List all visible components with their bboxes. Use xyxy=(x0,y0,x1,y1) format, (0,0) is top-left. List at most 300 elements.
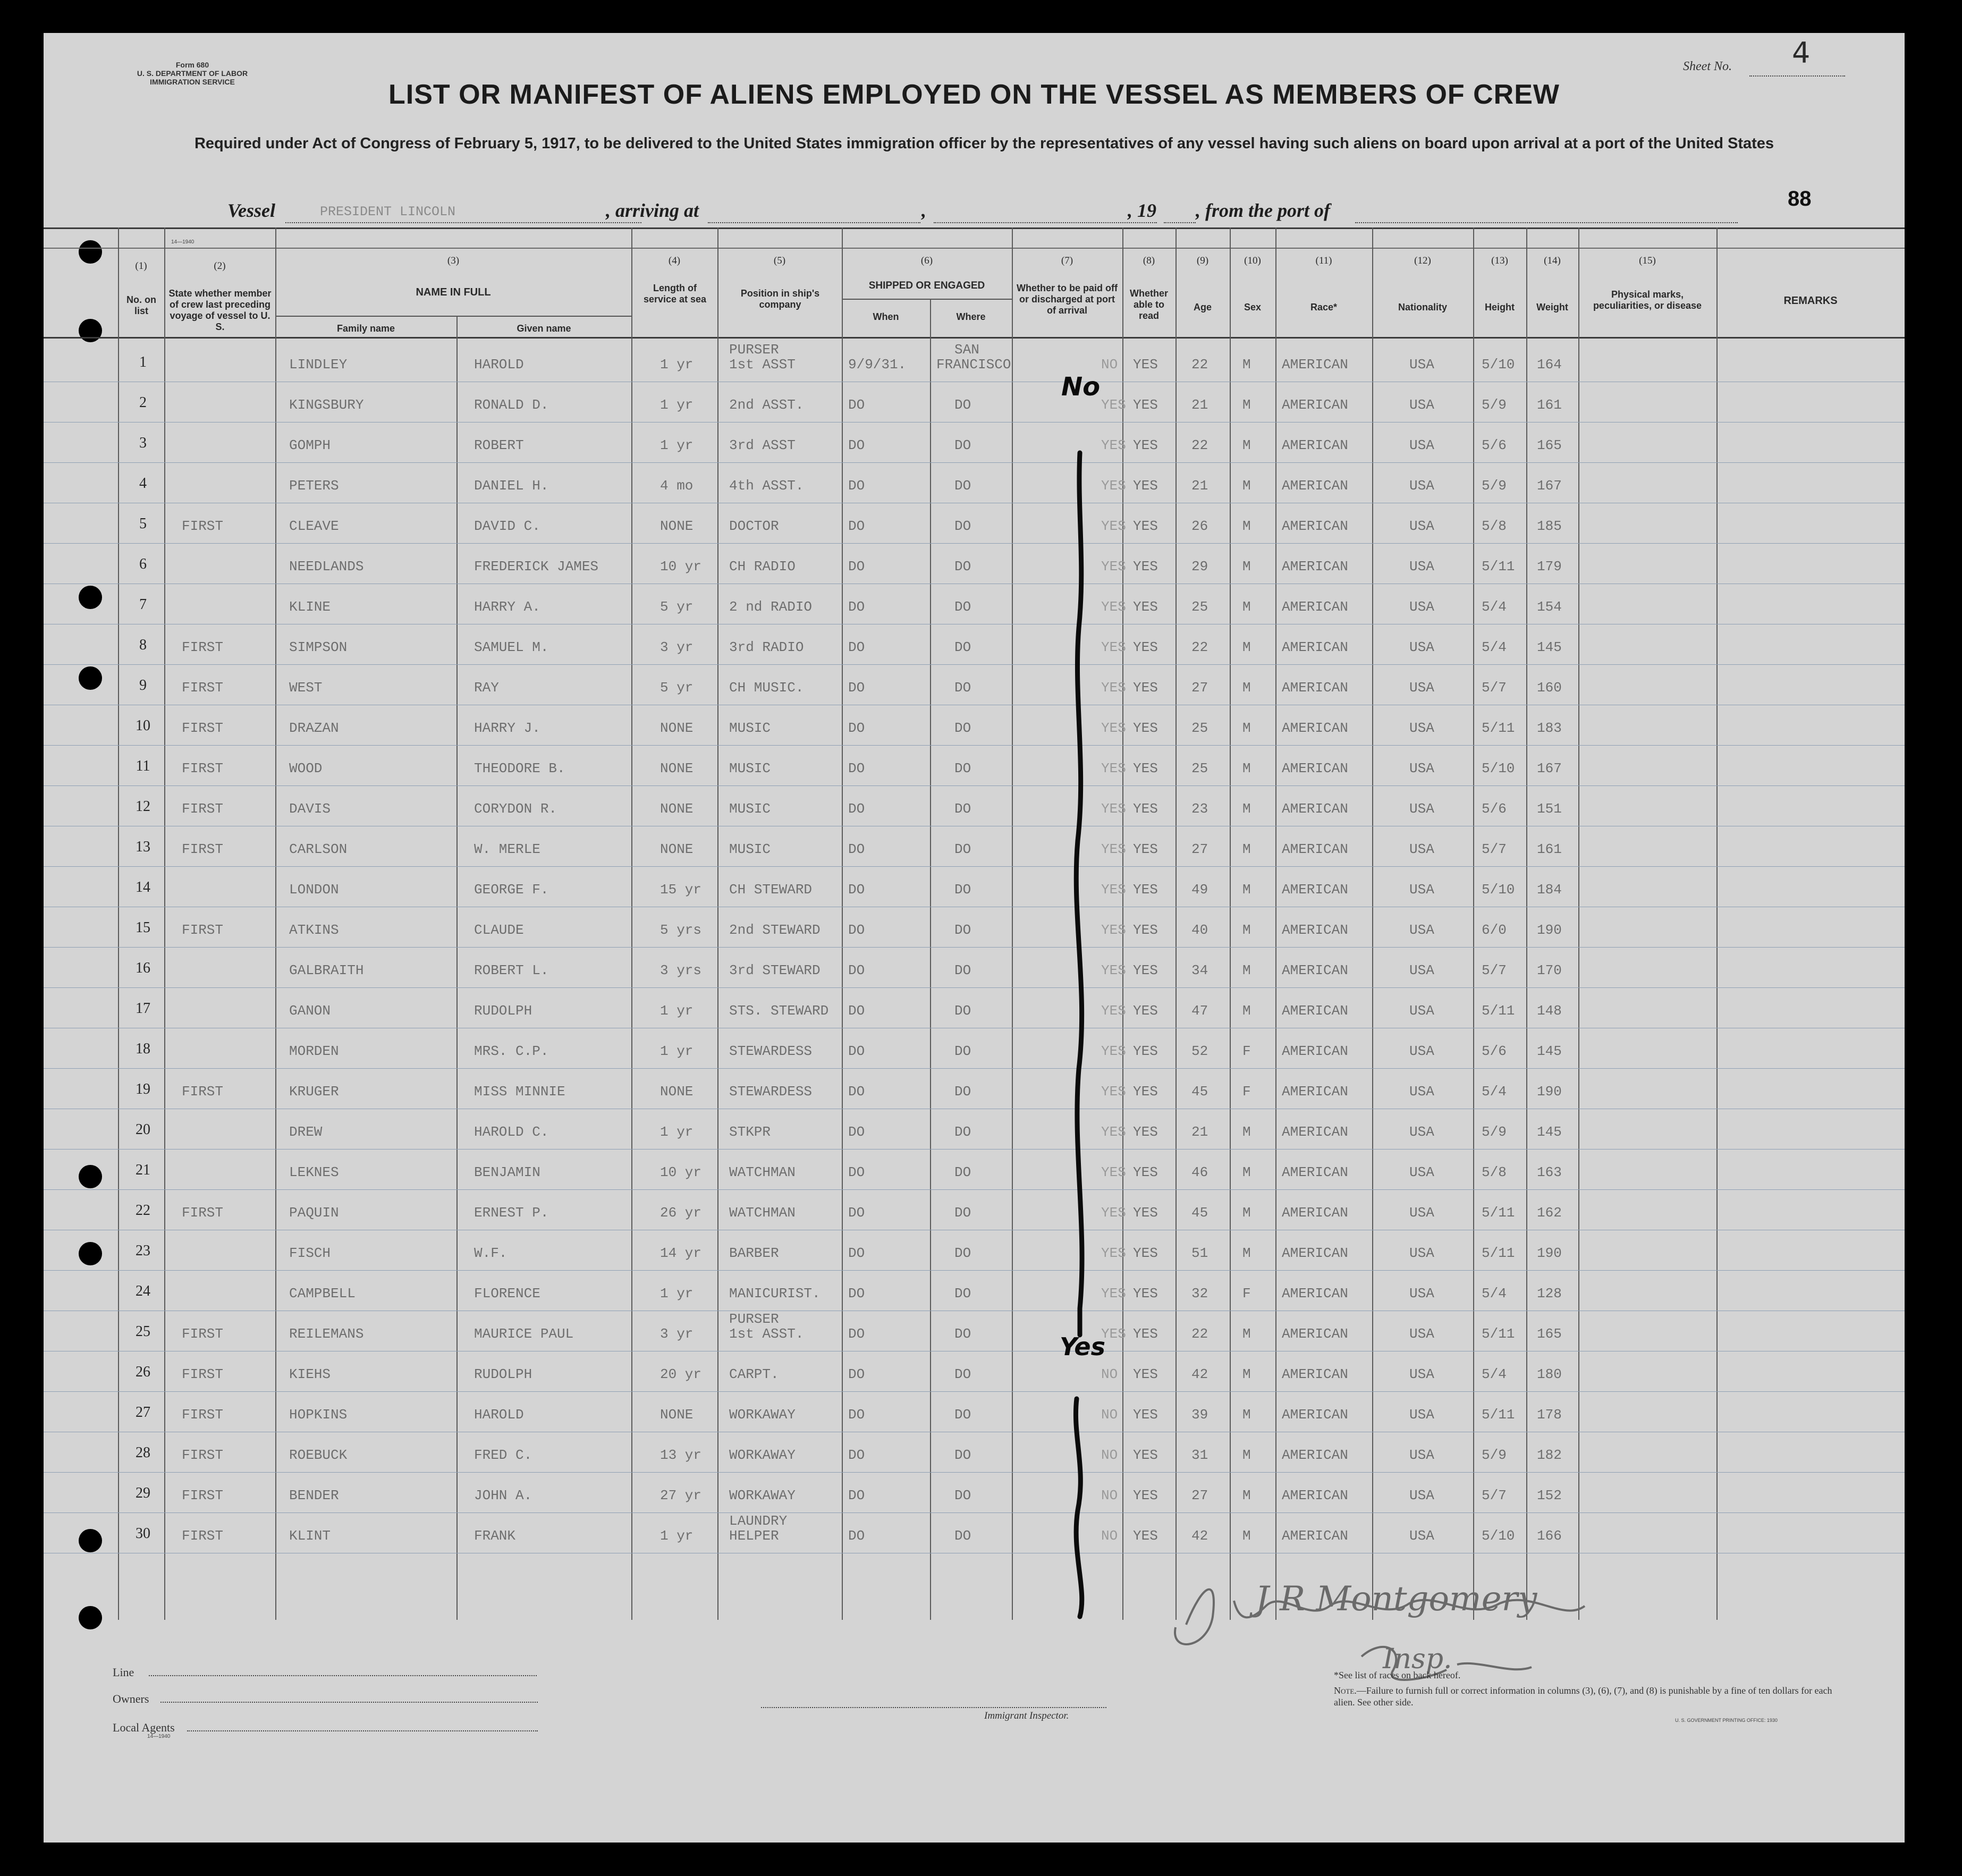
cell-service: 10 yr xyxy=(660,559,702,574)
column-number: (3) xyxy=(447,255,460,266)
handwritten-yes: Yes xyxy=(1060,1332,1105,1361)
cell-position: PURSER xyxy=(729,342,779,358)
cell-where: DO xyxy=(954,801,971,817)
cell-position: 2nd ASST. xyxy=(729,397,804,413)
row-number: 17 xyxy=(136,1000,150,1017)
cell-where: DO xyxy=(954,639,971,655)
cell-read: YES xyxy=(1133,1205,1158,1221)
cell-family: NEEDLANDS xyxy=(289,559,364,574)
cell-height: 5/7 xyxy=(1482,680,1507,696)
cell-paid-off: NO xyxy=(1101,357,1118,373)
cell-race: AMERICAN xyxy=(1282,1528,1348,1544)
cell-family: KINGSBURY xyxy=(289,397,364,413)
cell-when: DO xyxy=(848,882,865,898)
cell-nationality: USA xyxy=(1409,922,1434,938)
row-number: 5 xyxy=(139,516,147,532)
cell-weight: 190 xyxy=(1537,1245,1562,1261)
cell-when: 9/9/31. xyxy=(848,357,907,373)
row-number: 6 xyxy=(139,556,147,572)
cell-given: JOHN A. xyxy=(474,1488,532,1503)
column-number: (14) xyxy=(1544,255,1561,266)
cell-age: 49 xyxy=(1191,882,1208,898)
cell-position: MUSIC xyxy=(729,841,771,857)
cell-family: WOOD xyxy=(289,760,323,776)
cell-weight: 145 xyxy=(1537,1043,1562,1059)
cell-given: MISS MINNIE xyxy=(474,1084,565,1100)
cell-race: AMERICAN xyxy=(1282,962,1348,978)
cell-where: DO xyxy=(954,1488,971,1503)
cell-read: YES xyxy=(1133,559,1158,574)
cell-when: DO xyxy=(848,1245,865,1261)
cell-height: 5/4 xyxy=(1482,1084,1507,1100)
cell-sex: M xyxy=(1242,680,1251,696)
cell-service: 1 yr xyxy=(660,1003,694,1019)
header-weight: Weight xyxy=(1536,302,1568,312)
cell-family: REILEMANS xyxy=(289,1326,364,1342)
row-number: 27 xyxy=(136,1404,150,1421)
cell-position: WORKAWAY xyxy=(729,1447,796,1463)
printing-office: U. S. GOVERNMENT PRINTING OFFICE: 1930 xyxy=(1675,1718,1778,1723)
cell-family: GALBRAITH xyxy=(289,962,364,978)
cell-nationality: USA xyxy=(1409,801,1434,817)
row-number: 30 xyxy=(136,1525,150,1542)
cell-height: 5/4 xyxy=(1482,599,1507,615)
cell-given: GEORGE F. xyxy=(474,882,549,898)
cell-nationality: USA xyxy=(1409,437,1434,453)
column-number: (13) xyxy=(1491,255,1508,266)
cell-race: AMERICAN xyxy=(1282,1407,1348,1423)
cell-position: 2nd STEWARD xyxy=(729,922,821,938)
cell-race: AMERICAN xyxy=(1282,1245,1348,1261)
cell-when: DO xyxy=(848,518,865,534)
cell-when: DO xyxy=(848,1326,865,1342)
cell-read: YES xyxy=(1133,1043,1158,1059)
cell-given: RONALD D. xyxy=(474,397,549,413)
cell-weight: 165 xyxy=(1537,437,1562,453)
header-sex: Sex xyxy=(1244,302,1262,312)
cell-sex: M xyxy=(1242,720,1251,736)
header-height: Height xyxy=(1485,302,1515,312)
cell-position: MUSIC xyxy=(729,801,771,817)
cell-race: AMERICAN xyxy=(1282,922,1348,938)
cell-age: 32 xyxy=(1191,1286,1208,1302)
cell-service: 14 yr xyxy=(660,1245,702,1261)
column-number: (2) xyxy=(214,260,226,272)
cell-sex: M xyxy=(1242,962,1251,978)
cell-position: 3rd STEWARD xyxy=(729,962,821,978)
cell-given: W.F. xyxy=(474,1245,508,1261)
cell-sex: M xyxy=(1242,1326,1251,1342)
cell-family: CARLSON xyxy=(289,841,348,857)
cell-weight: 163 xyxy=(1537,1164,1562,1180)
cell-race: AMERICAN xyxy=(1282,1084,1348,1100)
cell-height: 5/4 xyxy=(1482,639,1507,655)
cell-where: DO xyxy=(954,1528,971,1544)
cell-nationality: USA xyxy=(1409,680,1434,696)
cell-position-line2: 1st ASST. xyxy=(729,1326,804,1342)
cell-age: 22 xyxy=(1191,639,1208,655)
row-number: 19 xyxy=(136,1081,150,1097)
cell-service: 3 yr xyxy=(660,1326,694,1342)
row-number: 24 xyxy=(136,1283,150,1299)
cell-service: 13 yr xyxy=(660,1447,702,1463)
form-number: Form 680 xyxy=(175,61,209,69)
cell-nationality: USA xyxy=(1409,882,1434,898)
cell-nationality: USA xyxy=(1409,1366,1434,1382)
cell-position-line2: 1st ASST xyxy=(729,357,796,373)
cell-read: YES xyxy=(1133,760,1158,776)
cell-age: 46 xyxy=(1191,1164,1208,1180)
header-family-name: Family name xyxy=(336,323,395,334)
cell-age: 21 xyxy=(1191,1124,1208,1140)
cell-given: RUDOLPH xyxy=(474,1366,532,1382)
cell-weight: 145 xyxy=(1537,1124,1562,1140)
cell-sex: M xyxy=(1242,1124,1251,1140)
cell-race: AMERICAN xyxy=(1282,1124,1348,1140)
cell-paid-off: NO xyxy=(1101,1528,1118,1544)
cell-service: 5 yr xyxy=(660,599,694,615)
page-number: 88 xyxy=(1788,187,1812,210)
cell-given: RAY xyxy=(474,680,499,696)
cell-service: 15 yr xyxy=(660,882,702,898)
row-number: 7 xyxy=(139,596,147,613)
cell-sex: M xyxy=(1242,518,1251,534)
cell-height: 5/6 xyxy=(1482,1043,1507,1059)
cell-where: DO xyxy=(954,1003,971,1019)
cell-service: NONE xyxy=(660,841,694,857)
cell-read: YES xyxy=(1133,1407,1158,1423)
year-label: , 19 xyxy=(1128,200,1156,221)
cell-nationality: USA xyxy=(1409,559,1434,574)
cell-family: FISCH xyxy=(289,1245,331,1261)
cell-weight: 179 xyxy=(1537,559,1562,574)
cell-age: 40 xyxy=(1191,922,1208,938)
cell-family: WEST xyxy=(289,680,323,696)
cell-read: YES xyxy=(1133,1326,1158,1342)
cell-paid-off: YES xyxy=(1101,1286,1126,1302)
cell-service: 1 yr xyxy=(660,1124,694,1140)
cell-nationality: USA xyxy=(1409,1124,1434,1140)
cell-where: DO xyxy=(954,397,971,413)
cell-sex: M xyxy=(1242,397,1251,413)
column-number: (11) xyxy=(1315,255,1332,266)
cell-nationality: USA xyxy=(1409,478,1434,494)
cell-age: 27 xyxy=(1191,680,1208,696)
ditto-line-no xyxy=(1076,1399,1081,1617)
cell-service: 1 yr xyxy=(660,397,694,413)
cell-read: YES xyxy=(1133,397,1158,413)
cell-age: 51 xyxy=(1191,1245,1208,1261)
cell-nationality: USA xyxy=(1409,1003,1434,1019)
cell-height: 6/0 xyxy=(1482,922,1507,938)
cell-where: DO xyxy=(954,962,971,978)
cell-where: DO xyxy=(954,680,971,696)
cell-sex: M xyxy=(1242,437,1251,453)
cell-sex: M xyxy=(1242,922,1251,938)
cell-age: 27 xyxy=(1191,841,1208,857)
cell-where: DO xyxy=(954,1043,971,1059)
cell-read: YES xyxy=(1133,357,1158,373)
cell-prev: FIRST xyxy=(182,639,224,655)
row-number: 16 xyxy=(136,960,150,976)
cell-read: YES xyxy=(1133,882,1158,898)
row-number: 2 xyxy=(139,394,147,411)
cell-paid-off: YES xyxy=(1101,1043,1126,1059)
cell-service: NONE xyxy=(660,760,694,776)
cell-position: 3rd ASST xyxy=(729,437,796,453)
cell-age: 39 xyxy=(1191,1407,1208,1423)
cell-prev: FIRST xyxy=(182,760,224,776)
cell-sex: F xyxy=(1242,1043,1251,1059)
cell-age: 45 xyxy=(1191,1084,1208,1100)
footer-line-label: Line xyxy=(113,1666,134,1679)
cell-family: LINDLEY xyxy=(289,357,348,373)
cell-read: YES xyxy=(1133,437,1158,453)
cell-race: AMERICAN xyxy=(1282,1003,1348,1019)
cell-when: DO xyxy=(848,1528,865,1544)
cell-paid-off: YES xyxy=(1101,841,1126,857)
cell-position: PURSER xyxy=(729,1311,779,1327)
cell-when: DO xyxy=(848,760,865,776)
cell-age: 31 xyxy=(1191,1447,1208,1463)
cell-nationality: USA xyxy=(1409,1286,1434,1302)
cell-nationality: USA xyxy=(1409,1084,1434,1100)
cell-age: 25 xyxy=(1191,760,1208,776)
service-name: IMMIGRATION SERVICE xyxy=(150,78,235,86)
cell-height: 5/11 xyxy=(1482,1003,1515,1019)
cell-when: DO xyxy=(848,801,865,817)
cell-family: KRUGER xyxy=(289,1084,339,1100)
header-where: Where xyxy=(956,311,986,322)
cell-weight: 180 xyxy=(1537,1366,1562,1382)
cell-height: 5/10 xyxy=(1482,1528,1515,1544)
cell-when: DO xyxy=(848,1286,865,1302)
cell-age: 22 xyxy=(1191,1326,1208,1342)
cell-nationality: USA xyxy=(1409,1245,1434,1261)
cell-service: 1 yr xyxy=(660,1043,694,1059)
cell-age: 45 xyxy=(1191,1205,1208,1221)
cell-family: CLEAVE xyxy=(289,518,339,534)
cell-race: AMERICAN xyxy=(1282,437,1348,453)
cell-race: AMERICAN xyxy=(1282,720,1348,736)
cell-service: 3 yr xyxy=(660,639,694,655)
cell-prev: FIRST xyxy=(182,1528,224,1544)
cell-race: AMERICAN xyxy=(1282,680,1348,696)
cell-race: AMERICAN xyxy=(1282,760,1348,776)
header-age: Age xyxy=(1193,302,1212,312)
cell-age: 22 xyxy=(1191,357,1208,373)
cell-family: KLINT xyxy=(289,1528,331,1544)
cell-race: AMERICAN xyxy=(1282,841,1348,857)
cell-position: CH RADIO xyxy=(729,559,796,574)
cell-read: YES xyxy=(1133,1084,1158,1100)
row-number: 12 xyxy=(136,798,150,815)
cell-race: AMERICAN xyxy=(1282,1366,1348,1382)
cell-height: 5/11 xyxy=(1482,1245,1515,1261)
cell-sex: M xyxy=(1242,639,1251,655)
cell-family: GOMPH xyxy=(289,437,331,453)
cell-height: 5/11 xyxy=(1482,1205,1515,1221)
cell-nationality: USA xyxy=(1409,1164,1434,1180)
cell-height: 5/4 xyxy=(1482,1286,1507,1302)
cell-race: AMERICAN xyxy=(1282,1043,1348,1059)
cell-weight: 161 xyxy=(1537,841,1562,857)
cell-age: 34 xyxy=(1191,962,1208,978)
cell-read: YES xyxy=(1133,962,1158,978)
cell-height: 5/11 xyxy=(1482,720,1515,736)
cell-nationality: USA xyxy=(1409,397,1434,413)
header-no-on-list: No. on list xyxy=(126,294,156,316)
cell-where: DO xyxy=(954,922,971,938)
cell-paid-off: YES xyxy=(1101,760,1126,776)
cell-sex: M xyxy=(1242,1003,1251,1019)
cell-prev: FIRST xyxy=(182,1084,224,1100)
cell-race: AMERICAN xyxy=(1282,599,1348,615)
cell-paid-off: YES xyxy=(1101,1003,1126,1019)
footer-agents-label: Local Agents xyxy=(113,1721,175,1734)
cell-race: AMERICAN xyxy=(1282,801,1348,817)
row-number: 20 xyxy=(136,1121,150,1138)
cell-position: MUSIC xyxy=(729,760,771,776)
cell-given: W. MERLE xyxy=(474,841,540,857)
cell-given: FLORENCE xyxy=(474,1286,540,1302)
cell-paid-off: YES xyxy=(1101,1245,1126,1261)
cell-service: 1 yr xyxy=(660,1528,694,1544)
cell-paid-off: YES xyxy=(1101,922,1126,938)
row-number: 9 xyxy=(139,677,147,694)
cell-nationality: USA xyxy=(1409,962,1434,978)
column-number: (8) xyxy=(1143,255,1155,266)
cell-weight: 170 xyxy=(1537,962,1562,978)
cell-nationality: USA xyxy=(1409,599,1434,615)
column-number: (15) xyxy=(1639,255,1656,266)
cell-family: PAQUIN xyxy=(289,1205,339,1221)
cell-when: DO xyxy=(848,680,865,696)
cell-age: 25 xyxy=(1191,720,1208,736)
cell-read: YES xyxy=(1133,922,1158,938)
cell-read: YES xyxy=(1133,1286,1158,1302)
row-number: 21 xyxy=(136,1162,150,1178)
cell-sex: M xyxy=(1242,1528,1251,1544)
row-number: 1 xyxy=(139,354,147,370)
cell-read: YES xyxy=(1133,680,1158,696)
cell-height: 5/6 xyxy=(1482,801,1507,817)
cell-paid-off: YES xyxy=(1101,1124,1126,1140)
cell-service: NONE xyxy=(660,518,694,534)
cell-when: DO xyxy=(848,1124,865,1140)
cell-weight: 185 xyxy=(1537,518,1562,534)
cell-family: LEKNES xyxy=(289,1164,339,1180)
manifest-sheet: Form 680 U. S. DEPARTMENT OF LABOR IMMIGRATION SERVICE Sheet No. 4 LIST OR MANIFEST OF ALIENS EMPLOYED ON THE VESSEL AS MEMBERS OF CREW Required under Act of Congress of February 5, 1917, to be delivered to the United States immigration officer by the representatives of any vessel having such aliens on board upon arrival at a port of the United States Vessel PRESIDENT LINCOLN , arriving at , , 19 , from the port of 88 14—1940 (1) (2) (3) (4) (5) (6) (7) (8) (9) (10) (11) (12) (13) (14) (15) No. on list State whether member of crew last preceding voyage of vessel to U. S. NAME IN FULL Family name Given name Length of service at sea Position in ship's company SHIPPED OR ENGAGED When Where Whether to be paid off or discharged at port of arrival Whether able to read Age Sex Race* Nationality Height Weight Physical marks, peculiarities, or disease REMARKS 1 LINDLEY HAROLD 1 yr 9/9/31. SAN YES 22 M AMERICAN USA 5/10 164 1st ASST PURSER FRANCISCO NO 2 KINGSBURY RONALD D. 1 yr DO DO YES 21 M AMERICAN USA 5/9 161 2nd ASST. YES 3 GOMPH ROBERT 1 yr DO DO YES 22 M AMERICAN USA 5/6 165 3rd ASST YES 4 PETERS DANIEL H. 4 mo DO DO YES 21 M AMERICAN USA 5/9 167 4th ASST. YES 5 FIRST CLEAVE DAVID C. NONE DO DO YES 26 M AMERICAN USA 5/8 185 DOCTOR YES 6 NEEDLANDS FREDERICK JAMES 10 yr DO DO YES 29 M AMERICAN USA 5/11 179 CH RADIO YES 7 KLINE HARRY A. 5 yr DO DO YES 25 M AMERICAN USA 5/4 154 2 nd RADIO YES 8 FIRST SIMPSON SAMUEL M. 3 yr DO DO YES 22 M AMERICAN USA 5/4 145 3rd RADIO YES 9 FIRST WEST RAY 5 yr DO DO YES 27 M AMERICAN USA 5/7 160 CH MUSIC. YES 10 FIRST DRAZAN HARRY J. NONE DO DO YES 25 M AMERICAN USA 5/11 183 MUSIC YES 11 FIRST WOOD THEODORE B. NONE DO DO YES 25 M AMERICAN USA 5/10 167 MUSIC YES 12 FIRST DAVIS CORYDON R. NONE DO DO YES 23 M AMERICAN USA 5/6 151 MUSIC YES 13 FIRST CARLSON W. MERLE NONE DO DO YES 27 M AMERICAN USA 5/7 161 MUSIC YES 14 LONDON GEORGE F. 15 yr DO DO YES 49 M AMERICAN USA 5/10 184 CH STEWARD YES 15 FIRST ATKINS CLAUDE 5 yrs DO DO YES 40 M AMERICAN USA 6/0 190 2nd STEWARD YES 16 GALBRAITH ROBERT L. 3 yrs DO DO YES 34 M AMERICAN USA 5/7 170 3rd STEWARD YES 17 GANON RUDOLPH 1 yr DO DO YES 47 M AMERICAN USA 5/11 148 STS. STEWARD YES 18 MORDEN MRS. C.P. 1 yr DO DO YES 52 F AMERICAN USA 5/6 145 STEWARDESS YES 19 FIRST KRUGER MISS MINNIE NONE DO DO YES 45 F AMERICAN USA 5/4 190 STEWARDESS YES 20 DREW HAROLD C. 1 yr DO DO YES 21 M AMERICAN USA 5/9 145 STKPR YES 21 LEKNES BENJAMIN 10 yr DO DO YES 46 M AMERICAN USA 5/8 163 WATCHMAN YES 22 FIRST PAQUIN ERNEST P. 26 yr DO DO YES 45 M AMERICAN USA 5/11 162 WATCHMAN YES 23 FISCH W.F. 14 yr DO DO YES 51 M AMERICAN USA 5/11 190 BARBER YES 24 CAMPBELL FLORENCE 1 yr DO DO YES 32 F AMERICAN USA 5/4 128 MANICURIST. YES 25 FIRST REILEMANS MAURICE PAUL 3 yr DO DO YES 22 M AMERICAN USA 5/11 165 1st ASST. PURSER YES 26 FIRST KIEHS RUDOLPH 20 yr DO DO YES 42 M AMERICAN USA 5/4 180 CARPT. NO 27 FIRST HOPKINS HAROLD NONE DO DO YES 39 M AMERICAN USA 5/11 178 WORKAWAY NO 28 FIRST ROEBUCK FRED C. 13 yr DO DO YES 31 M AMERICAN USA 5/9 182 WORKAWAY NO 29 FIRST BENDER JOHN A. 27 yr DO DO YES 27 M AMERICAN USA 5/7 152 WORKAWAY NO 30 FIRST KLINT FRANK 1 yr DO DO YES 42 M AMERICAN USA 5/10 166 HELPER LAUNDRY NO No Yes J R Montgomery Insp. Line Owners Local Agents 14—1940 Immigrant Inspector. *See list of races on back hereof. Note.—Failure to furnish full or correct information in columns (3), (6), (7), and (8) is punishable by a fine of ten dollars for each alien. See other side. U. S. GOVERNMENT PRINTING OFFICE: 1930 xyxy=(44,33,1905,1843)
cell-read: YES xyxy=(1133,518,1158,534)
cell-sex: M xyxy=(1242,760,1251,776)
cell-where-line2: FRANCISCO xyxy=(936,357,1011,373)
row-number: 26 xyxy=(136,1364,150,1380)
cell-race: AMERICAN xyxy=(1282,478,1348,494)
ditto-line-yes xyxy=(1076,453,1082,1335)
cell-paid-off: YES xyxy=(1101,599,1126,615)
cell-prev: FIRST xyxy=(182,1366,224,1382)
cell-read: YES xyxy=(1133,801,1158,817)
cell-paid-off: YES xyxy=(1101,680,1126,696)
cell-family: MORDEN xyxy=(289,1043,339,1059)
cell-age: 27 xyxy=(1191,1488,1208,1503)
cell-height: 5/7 xyxy=(1482,841,1507,857)
cell-read: YES xyxy=(1133,599,1158,615)
cell-height: 5/9 xyxy=(1482,478,1507,494)
cell-service: 5 yrs xyxy=(660,922,702,938)
cell-when: DO xyxy=(848,1488,865,1503)
header-length-of-service: Length of service at sea xyxy=(643,283,707,305)
cell-given: SAMUEL M. xyxy=(474,639,549,655)
page-subtitle: Required under Act of Congress of February 5, 1917, to be delivered to the United States immigration officer by the representatives of any vessel having such aliens on board upon arrival at a port of the United States xyxy=(194,135,1774,152)
cell-given: FRANK xyxy=(474,1528,516,1544)
cell-where: DO xyxy=(954,1245,971,1261)
cell-position: WATCHMAN xyxy=(729,1205,796,1221)
cell-age: 29 xyxy=(1191,559,1208,574)
cell-position: CH STEWARD xyxy=(729,882,813,898)
cell-paid-off: NO xyxy=(1101,1447,1118,1463)
handwritten-no: No xyxy=(1061,372,1101,402)
cell-height: 5/9 xyxy=(1482,397,1507,413)
cell-paid-off: YES xyxy=(1101,478,1126,494)
cell-nationality: USA xyxy=(1409,518,1434,534)
cell-weight: 164 xyxy=(1537,357,1562,373)
cell-sex: M xyxy=(1242,1366,1251,1382)
cell-position-line2: HELPER xyxy=(729,1528,779,1544)
cell-when: DO xyxy=(848,1407,865,1423)
column-number: (5) xyxy=(773,255,786,266)
cell-sex: M xyxy=(1242,841,1251,857)
cell-read: YES xyxy=(1133,1245,1158,1261)
row-number: 25 xyxy=(136,1323,150,1340)
cell-prev: FIRST xyxy=(182,922,224,938)
cell-position: WORKAWAY xyxy=(729,1407,796,1423)
cell-weight: 161 xyxy=(1537,397,1562,413)
cell-sex: M xyxy=(1242,801,1251,817)
cell-paid-off: NO xyxy=(1101,1366,1118,1382)
cell-nationality: USA xyxy=(1409,1205,1434,1221)
cell-where: DO xyxy=(954,1164,971,1180)
column-number: (4) xyxy=(668,255,681,266)
row-number: 13 xyxy=(136,839,150,855)
cell-paid-off: YES xyxy=(1101,639,1126,655)
column-number: (7) xyxy=(1061,255,1073,266)
sheet-number: 4 xyxy=(1792,36,1811,70)
cell-age: 21 xyxy=(1191,397,1208,413)
cell-family: DAVIS xyxy=(289,801,331,817)
cell-race: AMERICAN xyxy=(1282,357,1348,373)
cell-position: 4th ASST. xyxy=(729,478,804,494)
cell-given: FRED C. xyxy=(474,1447,532,1463)
column-number: (6) xyxy=(920,255,933,266)
header-previous-voyage: State whether member of crew last preceding voyage of vessel to U. S. xyxy=(168,288,272,332)
cell-race: AMERICAN xyxy=(1282,1447,1348,1463)
cell-sex: F xyxy=(1242,1286,1251,1302)
cell-given: FREDERICK JAMES xyxy=(474,559,599,574)
cell-weight: 167 xyxy=(1537,760,1562,776)
cell-position: WATCHMAN xyxy=(729,1164,796,1180)
cell-position: 3rd RADIO xyxy=(729,639,804,655)
cell-age: 42 xyxy=(1191,1366,1208,1382)
footer-note xyxy=(1334,1685,1833,1708)
cell-race: AMERICAN xyxy=(1282,882,1348,898)
cell-position: STEWARDESS xyxy=(729,1043,813,1059)
cell-service: 1 yr xyxy=(660,437,694,453)
cell-weight: 183 xyxy=(1537,720,1562,736)
cell-weight: 160 xyxy=(1537,680,1562,696)
cell-paid-off: YES xyxy=(1101,882,1126,898)
